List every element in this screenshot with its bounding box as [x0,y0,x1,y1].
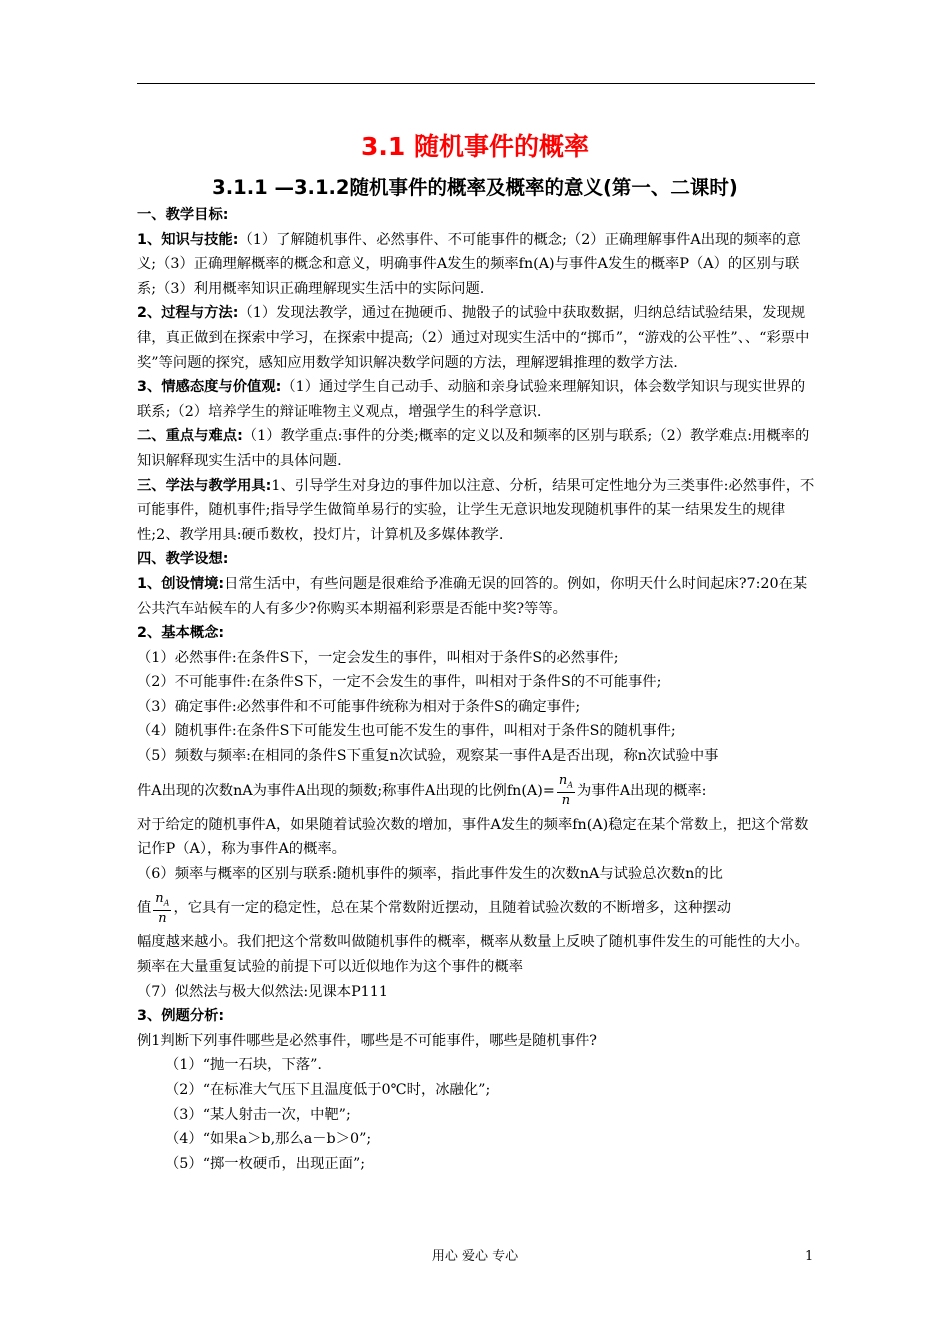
document-body [137,203,818,1176]
paragraph-attitude [137,375,818,424]
paragraph-text: 1、引导学生对身边的事件加以注意、分析，结果可定性地分为三类事件:必然事件，不可能事件，随机事件;指导学生做简单易行的实验，让学生无意识地发现随机事件的某一结果发生的规律性;2、教学用具:硬币数枚，投灯片，计算机及多媒体教学. [137,477,815,543]
page-number: 1 [805,1249,814,1264]
header-rule [137,83,815,84]
fraction-na-over-n [557,773,575,809]
example-item: （3）“某人射击一次，中靶”; [165,1106,351,1123]
example-item: （1）“抛一石块，下落”. [165,1057,322,1074]
paragraph-process [137,301,818,375]
definition-difference-line2 [137,886,818,930]
paragraph-head: 3、情感态度与价值观: [137,379,282,396]
definition-difference-rest: 幅度越来越小。我们把这个常数叫做随机事件的概率，概率从数量上反映了随机事件发生的可能性的大小。频率在大量重复试验的前提下可以近似地作为这个事件的概率 [137,934,809,976]
subheading-examples: 3、例题分析: [137,1008,225,1025]
definition-impossible-event: （2）不可能事件:在条件S下，一定不会发生的事件，叫相对于条件S的不可能事件; [137,674,662,691]
definition-likelihood: （7）似然法与极大似然法:见课本P111 [137,983,388,1000]
definition-certain-event: （1）必然事件:在条件S下，一定会发生的事件，叫相对于条件S的必然事件; [137,649,619,666]
paragraph-methods [137,474,818,548]
inline-text: ，它具有一定的稳定性，总在某个常数附近摆动，且随着试验次数的不断增多，这种摆动 [173,900,732,917]
paragraph-text: （1）发现法教学，通过在抛硬币、抛骰子的试验中获取数据，归纳总结试验结果，发现规律，真正做到在探索中学习，在探索中提高;（2）通过对现实生活中的“掷币”，“游戏的公平性”、、“彩票中奖”等问题的探究，感知应用数学知识解决数学问题的方法，理解逻辑推理的数学方法. [137,305,810,371]
section-heading-key-points: 二、重点与难点: [137,428,243,445]
example-intro: 例1判断下列事件哪些是必然事件，哪些是不可能事件，哪些是随机事件? [137,1032,597,1049]
example-item: （4）“如果a＞b,那么a－b＞0”; [165,1131,372,1148]
definition-deterministic-event: （3）确定事件:必然事件和不可能事件统称为相对于条件S的确定事件; [137,698,581,715]
fraction-numerator [153,891,171,912]
inline-text: 值 [137,900,152,917]
inline-text: 件A出现的次数nA为事件A出现的频数;称事件A出现的比例fn(A)= [137,782,555,799]
fraction-denominator: n [158,911,167,927]
paragraph-scenario [137,572,818,621]
section-heading-methods: 三、学法与教学用具: [137,477,272,494]
page-footer: 用心 爱心 专心 [431,1249,519,1264]
definition-frequency-line1: （5）频数与频率:在相同的条件S下重复n次试验，观察某一事件A是否出现，称n次试验中事 [137,748,719,765]
numerator-subscript: A [567,780,573,790]
subheading-concepts: 2、基本概念: [137,625,225,642]
paragraph-head: 2、过程与方法: [137,305,239,322]
numerator-symbol: n [558,772,568,788]
fraction-numerator [557,773,575,794]
section-heading-design: 四、教学设想: [137,551,229,568]
page-subtitle: 3.1.1 —3.1.2随机事件的概率及概率的意义(第一、二课时) [212,176,738,199]
paragraph-text: 日常生活中，有些问题是很难给予准确无误的回答的。例如，你明天什么时间起床?7:20在某公共汽车站候车的人有多少?你购买本期福利彩票是否能中奖?等等。 [137,575,808,617]
definition-frequency-line2 [137,769,818,813]
paragraph-knowledge [137,228,818,302]
definition-probability: 对于给定的随机事件A，如果随着试验次数的增加，事件A发生的频率fn(A)稳定在某个常数上，把这个常数记作P（A），称为事件A的概率。 [137,816,809,858]
numerator-subscript: A [163,898,170,908]
section-heading-objectives: 一、教学目标: [137,207,229,223]
paragraph-key-points [137,424,818,473]
example-item: （5）“掷一枚硬币，出现正面”; [165,1155,366,1172]
fraction-na-over-n [153,891,171,927]
paragraph-text: （1）教学重点:事件的分类;概率的定义以及和频率的区别与联系;（2）教学难点:用概率的知识解释现实生活中的具体问题. [137,428,810,469]
paragraph-text: （1）通过学生自己动手、动脑和亲身试验来理解知识，体会数学知识与现实世界的联系;（2）培养学生的辩证唯物主义观点，增强学生的科学意识. [137,379,806,420]
paragraph-head: 1、知识与技能: [137,231,239,248]
page-title: 3.1 随机事件的概率 [361,132,589,161]
definition-random-event: （4）随机事件:在条件S下可能发生也可能不发生的事件，叫相对于条件S的随机事件; [137,723,676,740]
numerator-symbol: n [155,890,164,906]
paragraph-head: 1、创设情境: [137,575,225,592]
definition-difference-line1: （6）频率与概率的区别与联系:随机事件的频率，指此事件发生的次数nA与试验总次数n的比 [137,865,723,882]
paragraph-text: （1）了解随机事件、必然事件、不可能事件的概念;（2）正确理解事件A出现的频率的意义;（3）正确理解概率的概念和意义，明确事件A发生的频率fn(A)与事件A发生的概率P（A）的区别与联系;（3）利用概率知识正确理解现实生活中的实际问题. [137,231,801,297]
inline-text: 为事件A出现的概率: [576,782,707,799]
example-item: （2）“在标准大气压下且温度低于0℃时，冰融化”; [165,1082,491,1098]
fraction-denominator: n [561,793,571,809]
